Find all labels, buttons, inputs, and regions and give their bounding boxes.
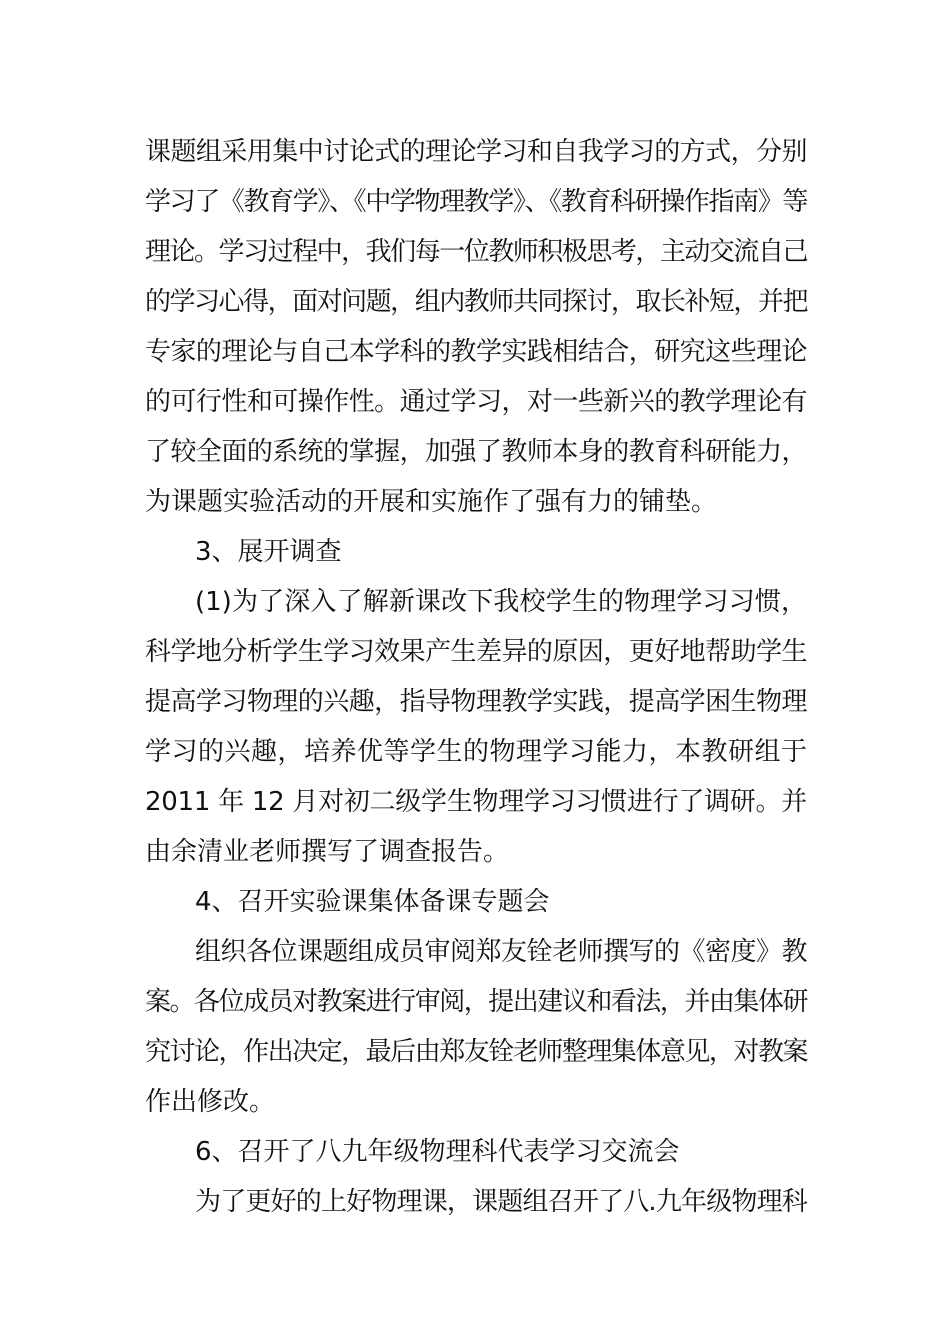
text-line: 提高学习物理的兴趣，指导物理教学实践，提高学困生物理	[145, 687, 807, 717]
text-line: 理论。学习过程中，我们每一位教师积极思考，主动交流自己	[145, 237, 807, 267]
text-line: 的可行性和可操作性。通过学习，对一些新兴的教学理论有	[145, 387, 807, 417]
text-line: 学习的兴趣，培养优等学生的物理学习能力，本教研组于	[145, 737, 807, 767]
body-text	[145, 127, 807, 1227]
text-line: 案。各位成员对教案进行审阅，提出建议和看法，并由集体研	[145, 987, 807, 1017]
text-line: 究讨论，作出决定，最后由郑友铨老师整理集体意见，对教案	[145, 1037, 807, 1067]
section-heading: 4、召开实验课集体备课专题会	[195, 887, 550, 917]
text-line: 2011 年 12 月对初二级学生物理学习习惯进行了调研。并	[145, 787, 807, 817]
text-line: 作出修改。	[145, 1087, 276, 1117]
text-line: 为课题实验活动的开展和实施作了强有力的铺垫。	[145, 487, 718, 517]
text-line: 专家的理论与自己本学科的教学实践相结合，研究这些理论	[145, 337, 807, 367]
text-line: 课题组采用集中讨论式的理论学习和自我学习的方式，分别	[145, 137, 807, 167]
text-line: 科学地分析学生学习效果产生差异的原因，更好地帮助学生	[145, 637, 807, 667]
text-line: (1)为了深入了解新课改下我校学生的物理学习习惯，	[195, 587, 807, 617]
text-line: 为了更好的上好物理课，课题组召开了八.九年级物理科	[195, 1187, 807, 1217]
text-line: 的学习心得，面对问题，组内教师共同探讨，取长补短，并把	[145, 287, 807, 317]
text-line: 了较全面的系统的掌握，加强了教师本身的教育科研能力，	[145, 437, 807, 467]
text-line: 学习了《教育学》、《中学物理教学》、《教育科研操作指南》等	[145, 187, 807, 217]
section-heading: 6、召开了八九年级物理科代表学习交流会	[195, 1137, 680, 1167]
text-line: 由余清业老师撰写了调查报告。	[145, 837, 510, 867]
text-line: 组织各位课题组成员审阅郑友铨老师撰写的《密度》教	[195, 937, 807, 967]
section-heading: 3、展开调查	[195, 537, 342, 567]
